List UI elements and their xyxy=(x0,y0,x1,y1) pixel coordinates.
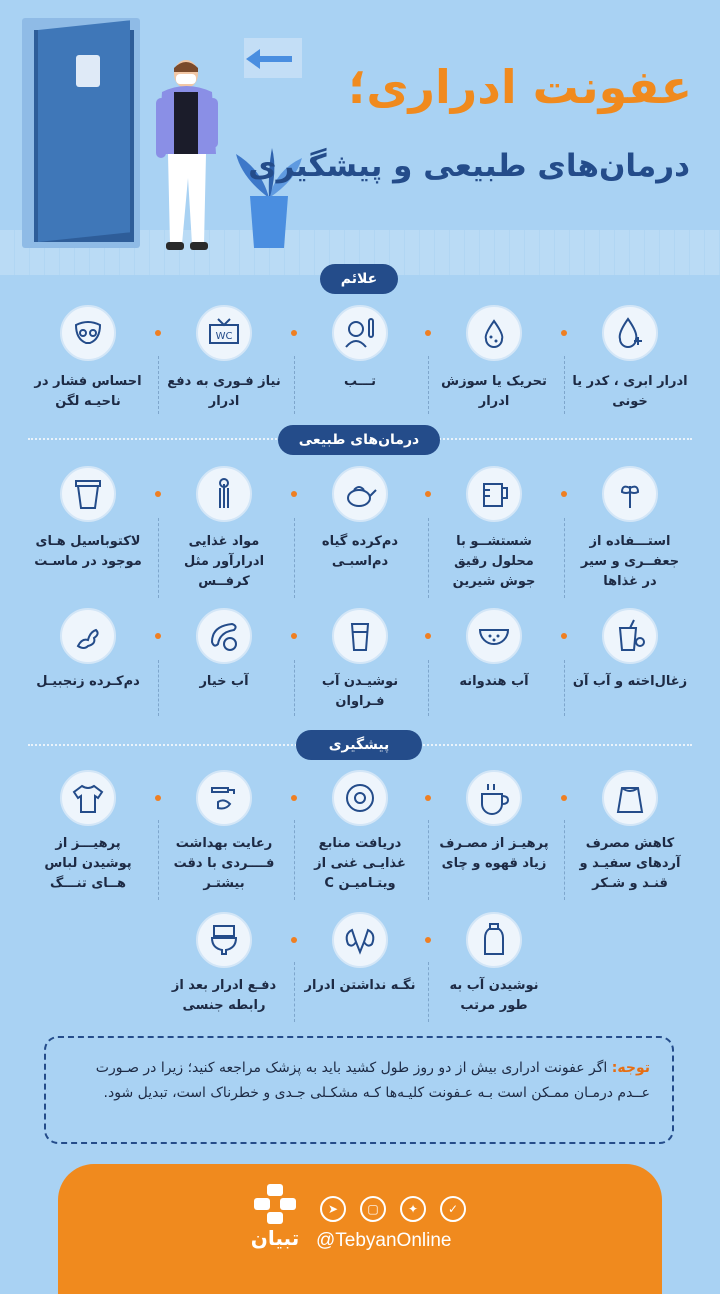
symptom-burning: تحریک یا سوزش ادرار xyxy=(441,374,547,409)
separator-line xyxy=(294,660,295,716)
section-title-natural: درمان‌های طبیعی xyxy=(278,425,440,455)
tebyan-logo-icon xyxy=(250,1182,300,1228)
door-leaf xyxy=(38,20,130,242)
ginger-icon xyxy=(60,608,116,664)
separator-dot xyxy=(155,491,161,497)
separator-line xyxy=(428,660,429,716)
check-icon[interactable]: ✓ xyxy=(440,1196,466,1222)
hand-wash-icon xyxy=(196,770,252,826)
symptom-pelvic-pressure: احساس فشار در ناحیـه لگن xyxy=(34,374,142,409)
drop-plus-icon xyxy=(602,305,658,361)
separator-line xyxy=(564,356,565,414)
remedy-horsetail: دم‌کرده گیاه دم‌اسبـی xyxy=(321,534,399,569)
twitter-icon[interactable]: ✦ xyxy=(400,1196,426,1222)
remedy-yogurt: لاکتوباسیل هـای موجود در ماسـت xyxy=(34,534,142,569)
celery-icon xyxy=(196,466,252,522)
separator-line xyxy=(428,518,429,598)
measuring-cup-icon xyxy=(466,466,522,522)
prevention-less-coffee-tea: پرهیـز از مصـرف زیاد قهوه و چای xyxy=(439,836,549,871)
remedy-diuretic-food: مواد غذایی ادرارآور مثل کرفــس xyxy=(183,534,265,589)
page-title: عفونت ادراری؛ xyxy=(347,60,692,114)
arrow-head-icon xyxy=(246,49,260,69)
svg-text:WC: WC xyxy=(215,331,233,342)
telegram-icon[interactable]: ➤ xyxy=(320,1196,346,1222)
separator-line xyxy=(294,356,295,414)
social-handle[interactable]: @TebyanOnline xyxy=(316,1230,452,1251)
water-bottle-icon xyxy=(466,912,522,968)
remedy-cranberry: زغال‌اخته و آب آن xyxy=(572,674,688,689)
remedy-parsley-garlic: استـــفاده از جعفــری و سیر در غذاها xyxy=(580,534,680,589)
wc-sign-icon xyxy=(196,305,252,361)
tshirt-icon xyxy=(60,770,116,826)
prevention-drink-water: نوشیدن آب به طور مرتب xyxy=(449,978,539,1013)
separator-dot xyxy=(561,633,567,639)
separator-dot xyxy=(155,633,161,639)
separator-dot xyxy=(291,330,297,336)
kidney-icon xyxy=(332,912,388,968)
separator-dot xyxy=(291,491,297,497)
toilet-icon xyxy=(196,912,252,968)
separator-dot xyxy=(425,491,431,497)
symptom-cloudy-urine: ادرار ابری ، کدر یا خونی xyxy=(572,374,688,409)
separator-line xyxy=(428,356,429,414)
separator-dot xyxy=(425,633,431,639)
note-prefix: توجه: xyxy=(611,1060,650,1076)
separator-dot xyxy=(561,491,567,497)
cucumber-icon xyxy=(196,608,252,664)
separator-line xyxy=(158,820,159,900)
separator-line xyxy=(564,660,565,716)
prevention-vitamin-c: دریافت منابع غذایـی غنی از ویتـامیـن C xyxy=(314,836,406,891)
pelvis-icon xyxy=(60,305,116,361)
separator-dot xyxy=(291,633,297,639)
separator-line xyxy=(564,518,565,598)
watermelon-icon xyxy=(466,608,522,664)
warning-note xyxy=(44,1036,674,1144)
symptom-fever: تـــب xyxy=(344,374,376,389)
prevention-dont-hold-urine: نگـه نداشتن ادرار xyxy=(304,978,416,993)
separator-dot xyxy=(155,795,161,801)
kiwi-icon xyxy=(332,770,388,826)
prevention-hygiene: رعایت بهداشت فــــردی با دقت بیشتـر xyxy=(173,836,275,891)
separator-line xyxy=(158,356,159,414)
section-title-prevention: پیشگیری xyxy=(296,730,422,760)
separator-line xyxy=(158,660,159,716)
yogurt-cup-icon xyxy=(60,466,116,522)
remedy-baking-soda: شستشــو با محلول رقیق جوش شیرین xyxy=(452,534,536,589)
thermometer-person-icon xyxy=(332,305,388,361)
remedy-watermelon: آب هندوانه xyxy=(459,674,529,689)
parsley-icon xyxy=(602,466,658,522)
cranberry-juice-icon xyxy=(602,608,658,664)
note-text: اگر عفونت ادراری بیش از دو روز طول کشید باید به پزشک مراجعه کنید؛ زیرا در صـورت عــدم درمـان ممـکن است بـه عـفونت کلیـه‌ها کـه مشکـلی جـدی و خطرناک است، تبدیل شود. xyxy=(95,1060,650,1101)
remedy-ginger: دم‌کـرده زنجبیـل xyxy=(36,674,140,689)
instagram-icon[interactable]: ▢ xyxy=(360,1196,386,1222)
separator-dot xyxy=(561,795,567,801)
separator-line xyxy=(294,962,295,1022)
separator-dot xyxy=(425,795,431,801)
separator-dot xyxy=(291,795,297,801)
coffee-cup-icon xyxy=(466,770,522,826)
man-illustration xyxy=(150,58,230,258)
restroom-sign-icon xyxy=(76,55,100,87)
separator-dot xyxy=(155,330,161,336)
separator-dot xyxy=(291,937,297,943)
separator-line xyxy=(428,962,429,1022)
page-subtitle: درمان‌های طبیعی و پیشگیری xyxy=(248,148,690,184)
separator-line xyxy=(294,518,295,598)
prevention-loose-clothing: پرهیـــز از پوشیدن لباس هــای تنـــگ xyxy=(44,836,132,891)
teapot-icon xyxy=(332,466,388,522)
prevention-less-flour-sugar: کاهش مصرف آردهای سفیـد و قنـد و شـکر xyxy=(579,836,681,891)
drops-icon xyxy=(466,305,522,361)
separator-line xyxy=(564,820,565,900)
remedy-drink-water: نوشیـدن آب فـراوان xyxy=(321,674,399,709)
separator-dot xyxy=(425,937,431,943)
separator-line xyxy=(294,820,295,900)
flour-sack-icon xyxy=(602,770,658,826)
separator-dot xyxy=(425,330,431,336)
tebyan-logo-text: تبیان xyxy=(250,1226,300,1250)
remedy-cucumber: آب خیار xyxy=(199,674,249,689)
section-title-symptoms: علائم xyxy=(320,264,398,294)
water-glass-icon xyxy=(332,608,388,664)
symptom-urgency: نیاز فـوری به دفع ادرار xyxy=(167,374,281,409)
prevention-urinate-after-sex: دفـع ادرار بعد از رابطه جنسی xyxy=(171,978,277,1013)
footer-bar xyxy=(58,1164,662,1294)
separator-line xyxy=(428,820,429,900)
separator-dot xyxy=(561,330,567,336)
separator-line xyxy=(158,518,159,598)
